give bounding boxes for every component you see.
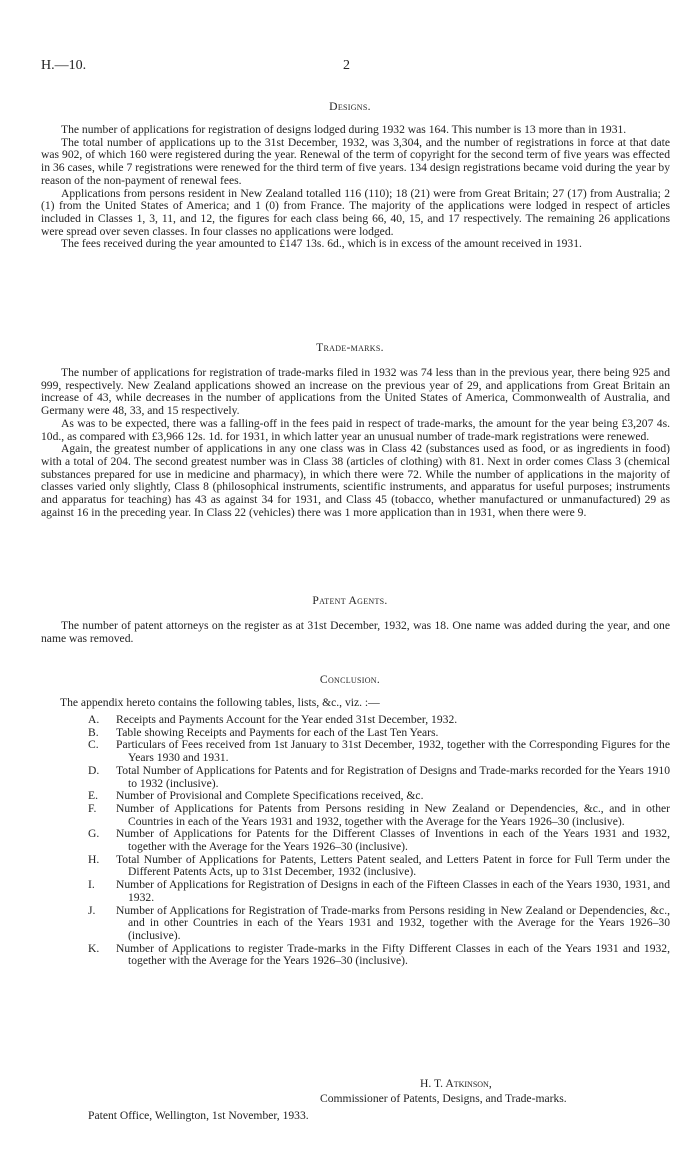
appendix-item-text: Total Number of Applications for Patents and for Registration of Designs and Trade-marks recorded for the Years 1910 to 1932 (inclusive). (116, 763, 670, 790)
paragraph: The total number of applications up to the 31st December, 1932, was 3,304, and the number of registrations in force at that date was 902, of which 160 were registered during the year. Renewal of the term of copyright for the second term of five years was effected in 36 cases, while 7 registrations were renewed for the third term of five years. 134 design registrations became void during the year by reason of the non-payment of renewal fees. (41, 135, 670, 187)
appendix-item (88, 854, 670, 879)
appendix-item (88, 739, 670, 764)
appendix-item-letter: D. (88, 763, 100, 777)
appendix-item (88, 943, 670, 968)
appendix-item (88, 905, 670, 943)
appendix-item-text: Number of Applications to register Trade-marks in the Fifty Different Classes in each of the Years 1931 and 1932, together with the Average for the Years 1926–30 (inclusive). (116, 941, 670, 968)
appendix-item (88, 879, 670, 904)
appendix-item-text: Number of Provisional and Complete Specifications received, &c. (116, 789, 424, 803)
appendix-item-letter: F. (88, 801, 97, 815)
appendix-item-letter: E. (88, 789, 98, 803)
paragraph: Applications from persons resident in New Zealand totalled 116 (110); 18 (21) were from Great Britain; 27 (17) from Australia; 2 (1) from the United States of America; and 1 (0) from France. The majority of the applications were lodged in respect of articles included in Classes 1, 3, 11, and 12, the figures for each class being 66, 40, 15, and 17 respectively. The remaining 26 applications were spread over seven classes. In four classes no applications were lodged. (41, 186, 670, 238)
signatory-title: Commissioner of Patents, Designs, and Trade-marks. (320, 1092, 567, 1105)
appendix-item-letter: C. (88, 738, 99, 752)
heading-designs: Designs. (329, 100, 371, 113)
signatory-name-text: H. T. Atkinson, (420, 1077, 492, 1090)
appendix-item (88, 803, 670, 828)
paragraph: The fees received during the year amounted to £147 13s. 6d., which is in excess of the amount received in 1931. (61, 237, 582, 251)
section-designs (41, 124, 670, 251)
appendix-list (88, 714, 670, 968)
appendix-item-text: Number of Applications for Registration of Designs in each of the Fifteen Classes in each of the Years 1930, 1931, and 1932. (116, 878, 670, 904)
appendix-item-text: Number of Applications for Registration of Trade-marks from Persons residing in New Zealand or Dependencies, &c., and in other Countries in each of the Years 1931 and 1932, together with the Average for the Years 1926–30 (inclusive). (116, 903, 670, 942)
appendix-item-text: Number of Applications for Patents from Persons residing in New Zealand or Dependencies, &c., and in other Countries in each of the Years 1931 and 1932, together with the Average for the Years 1926–30 (inclusive). (116, 801, 670, 828)
appendix-item-letter: B. (88, 725, 99, 739)
paragraph: The number of patent attorneys on the register as at 31st December, 1932, was 18. One name was added during the year, and one name was removed. (41, 619, 670, 645)
paragraph: The number of applications for registration of trade-marks filed in 1932 was 74 less than in the previous year, there being 925 and 999, respectively. New Zealand applications showed an increase on the previous year of 29, and applications from Great Britain an increase of 43, while decreases in the number of applications from the United States of America, Commonwealth of Australia, and Germany were 48, 33, and 15 respectively. (41, 366, 670, 418)
appendix-item-text: Receipts and Payments Account for the Year ended 31st December, 1932. (116, 713, 458, 726)
document-reference: H.—10. (41, 58, 87, 73)
section-patent-agents (41, 620, 670, 645)
appendix-item-text: Total Number of Applications for Patents, Letters Patent sealed, and Letters Patent in force for Full Term under the Different Patents Acts, up to 31st December, 1932 (inclusive). (116, 852, 670, 879)
heading-conclusion: Conclusion. (319, 673, 381, 686)
signatory-name (420, 1078, 492, 1091)
appendix-item-letter: I. (88, 878, 95, 892)
conclusion-intro: The appendix hereto contains the following tables, lists, &c., viz. :— (60, 696, 380, 709)
section-trade-marks (41, 367, 670, 519)
appendix-item-letter: K. (88, 941, 100, 955)
appendix-item (88, 828, 670, 853)
appendix-item (88, 714, 670, 727)
appendix-item-letter: J. (88, 903, 96, 917)
appendix-item-letter: G. (88, 827, 100, 841)
paragraph: Again, the greatest number of applications in any one class was in Class 42 (substances used as food, or as ingredients in food) with a total of 204. The second greatest number was in Class 38 (articles of clothing) with 81. Next in order comes Class 3 (chemical substances prepared for use in medicine and pharmacy), in which there were 72. While the number of applications in the majority of classes varied only slightly, Class 8 (philosophical instruments, scientific instruments, and apparatus for useful purposes; instruments and apparatus for teaching) has 43 as against 34 for 1931, and Class 45 (tobacco, whether manufactured or unmanufactured) 29 as against 16 in the preceding year. In Class 22 (vehicles) there was 1 more application than in 1931, when there were 9. (41, 442, 670, 519)
paragraph: The number of applications for registration of designs lodged during 1932 was 164. This number is 13 more than in 1931. (61, 123, 627, 136)
appendix-item-letter: H. (88, 852, 100, 866)
place-date: Patent Office, Wellington, 1st November, 1933. (88, 1109, 309, 1122)
appendix-item-text: Number of Applications for Patents for the Different Classes of Inventions in each of the Years 1931 and 1932, together with the Average for the Years 1926–30 (inclusive). (116, 827, 670, 854)
appendix-item (88, 765, 670, 790)
heading-trade-marks: Trade-marks. (316, 341, 384, 354)
paragraph: As was to be expected, there was a falling-off in the fees paid in respect of trade-marks, the amount for the year being £3,207 4s. 10d., as compared with £3,966 12s. 1d. for 1931, in which latter year an unusual number of trade-mark registrations were renewed. (41, 416, 670, 443)
appendix-item-text: Particulars of Fees received from 1st January to 31st December, 1932, together with the Corresponding Figures for the Years 1930 and 1931. (116, 738, 670, 765)
appendix-item-letter: A. (88, 713, 100, 726)
appendix-item-text: Table showing Receipts and Payments for each of the Last Ten Years. (116, 725, 439, 739)
page-number: 2 (343, 58, 350, 73)
heading-patent-agents: Patent Agents. (312, 594, 388, 607)
